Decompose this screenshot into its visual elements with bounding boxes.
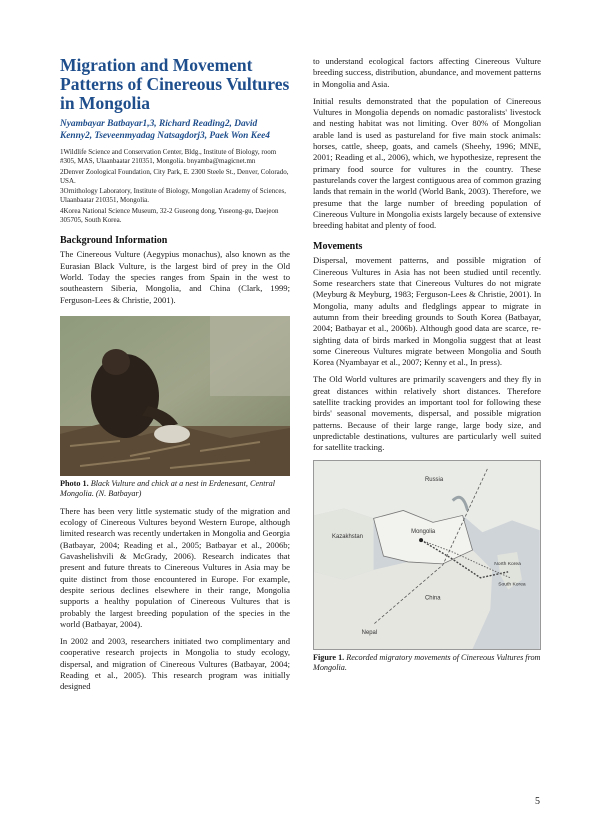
affiliations bbox=[60, 148, 290, 225]
background-paragraph-1: The Cinereous Vulture (Aegypius monachus), also known as the Eurasian Black Vulture, is the largest bird of prey in the Old World. Today the species ranges from Spain in the west to southeastern Siberia, Mongolia, and China (Clark, 1999; Ferguson-Lees & Christie, 2001). bbox=[60, 249, 290, 305]
map-label-russia: Russia bbox=[425, 476, 444, 483]
movements-heading: Movements bbox=[313, 241, 363, 253]
affiliation-2: 2Denver Zoological Foundation, City Park, E. 2300 Steele St., Denver, Colorado, USA. bbox=[60, 167, 289, 185]
figure-caption-text: Recorded migratory movements of Cinereous Vultures from Mongolia. bbox=[313, 652, 541, 672]
map-label-north-korea: North Korea bbox=[494, 561, 521, 567]
page-number: 5 bbox=[535, 796, 540, 807]
right-column bbox=[313, 56, 541, 680]
map-label-nepal: Nepal bbox=[361, 629, 378, 636]
author-list: Nyambayar Batbayar1,3, Richard Reading2, David Kenny2, Tseveenmyadag Natsagdorj3, Paek Won Kee4 bbox=[60, 119, 270, 141]
background-paragraph-5: Initial results demonstrated that the population of Cinereous Vultures in Mongolia depends on nomadic pastoralists' livestock and nesting habitat was not limiting. Over 80% of Mongolian arable land is used as pastureland for five main stock animals: horses, cattle, sheep, goats, and camels (Sheehy, 1996; MNE, 2001; Reading et al., 2006), which, we hypothesize, represent the primary food source for vultures in the country. These pasturelands cover the largest contiguous area of common grazing lands that remain in the world (World Bank, 2003). Therefore, we presume that the large number of breeding population of Cinereous Vulture in Mongolia exists largely because of extensive breeding habitat and plenty of food. bbox=[313, 95, 541, 231]
article-title: Migration and Movement Patterns of Cinereous Vultures in Mongolia bbox=[60, 55, 290, 113]
photo-caption-label: Photo 1. bbox=[60, 478, 89, 488]
map-label-china: China bbox=[425, 595, 441, 602]
background-paragraph-2: There has been very little systematic study of the migration and ecology of Cinereous Vultures beyond Western Europe, although limited research was recently undertaken in Mongolia and Georgia (Batbayar, 2004; Reading et al., 2005; Batbayar et al., 2006b; Gavashelishvili & McGrady, 2006). Research indicates that present and future threats to Cinereous Vultures in Asia may be quite distinct from those encountered in Europe. For example, despite serious declines elsewhere in their range, Mongolia supports a healthy population of Cinereous Vultures that is probably the largest breeding population of the species in the world (Batbayar, 2004). bbox=[60, 505, 290, 629]
affiliation-3: 3Ornithology Laboratory, Institute of Biology, Mongolian Academy of Sciences, Ulaanbaatar 210351, Mongolia. bbox=[60, 187, 286, 205]
map-label-kazakhstan: Kazakhstan bbox=[332, 533, 363, 540]
movements-paragraph-2: The Old World vultures are primarily scavengers and they fly in great distances within relatively short distances. Therefore satellite tracking provides an important tool for following these birds' seasonal movements, dispersal, and possible migration patterns. Because of their large range, large body size, and unpredictable destinations, vultures are particularly well suited for satellite tracking. bbox=[313, 374, 541, 453]
photo-caption bbox=[60, 479, 290, 500]
photo-caption-text: Black Vulture and chick at a nest in Erdenesant, Central Mongolia. (N. Batbayar) bbox=[60, 478, 276, 499]
figure-caption-label: Figure 1. bbox=[313, 652, 345, 662]
migration-map bbox=[313, 460, 541, 650]
affiliation-1: 1Wildlife Science and Conservation Center, Bldg., Institute of Biology, room #305, MAS, Ulaanbaatar 210351, Mongolia. bnyamba@magicnet.mn bbox=[60, 148, 277, 166]
left-column bbox=[60, 56, 290, 693]
affiliation-4: 4Korea National Science Museum, 32-2 Guseong dong, Yuseong-gu, Daejeon 305705, South Korea. bbox=[60, 206, 279, 225]
map-label-mongolia: Mongolia bbox=[411, 528, 436, 535]
background-paragraph-4: to understand ecological factors affecting Cinereous Vulture breeding success, distribution, abundance, and movement patterns in Mongolia and Asia. bbox=[313, 56, 541, 89]
movements-paragraph-1: Dispersal, movement patterns, and possible migration of Cinereous Vultures in Asia has not been studied until recently. Some researchers state that Cinereous Vultures do not migrate (Meyburg & Meyburg, 1983; Ferguson-Lees & Christie, 2001). In Mongolia, many adults and fledglings appear to migrate in autumn from their breeding grounds to South Korea (Batbayar, 2004; Batbayar et al., 2006b). Although good data are scarce, re-sighting data of birds marked in Mongolia suggest that at least some Cinereous Vultures migrate between Mongolia and South Korea (Nyambayar et al., 2007; Kenny et al., In press). bbox=[313, 255, 541, 368]
map-label-south-korea: South Korea bbox=[498, 582, 526, 588]
background-heading: Background Information bbox=[60, 235, 168, 247]
vulture-photo bbox=[60, 316, 290, 476]
figure-caption bbox=[313, 653, 541, 674]
background-paragraph-3: In 2002 and 2003, researchers initiated two complimentary and cooperative research projects in Mongolia to study ecology, dispersal, and migration of Cinereous Vultures (Batbayar, 2004; Reading et al., 2005). This research program was initially designed bbox=[60, 636, 290, 692]
